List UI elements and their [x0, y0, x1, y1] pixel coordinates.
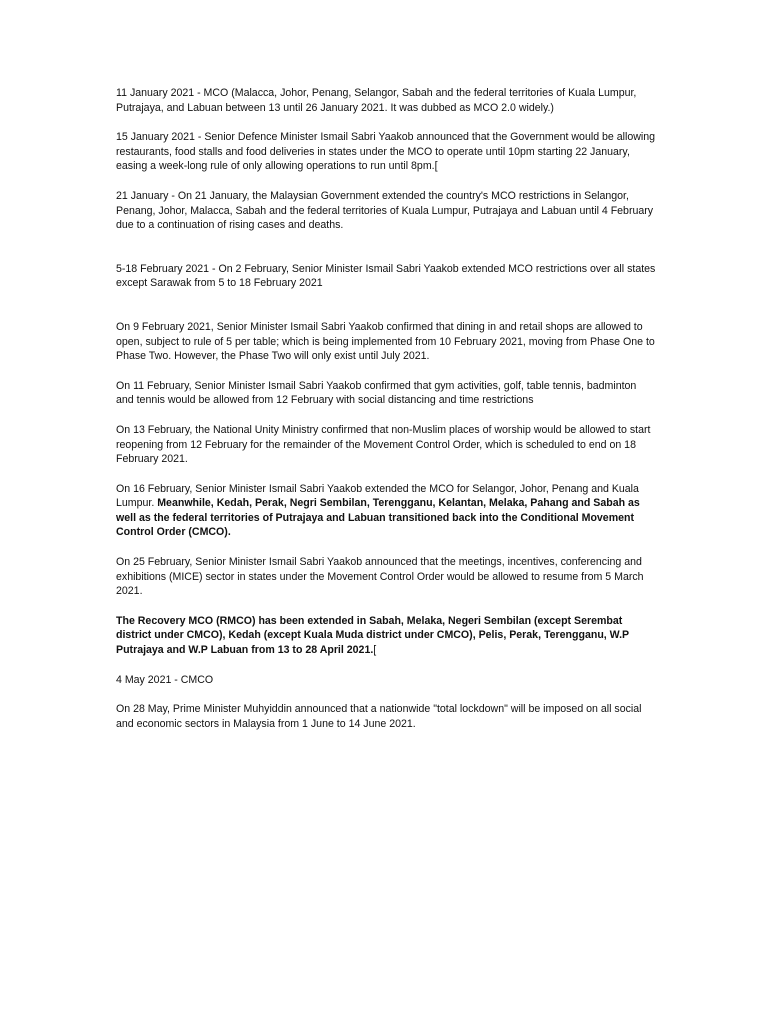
- paragraph-text: 11 January 2021 - MCO (Malacca, Johor, Penang, Selangor, Sabah and the federal territories of Kuala Lumpur, Putrajaya, and Labuan between 13 until 26 January 2021. It was dubbed as MCO 2.0 widely.): [116, 87, 637, 114]
- paragraph-text: On 9 February 2021, Senior Minister Ismail Sabri Yaakob confirmed that dining in and retail shops are allowed to open, subject to rule of 5 per table; which is being implemented from 10 February 2021, moving from Phase One to Phase Two. However, the Phase Two will only exist until July 2021.: [116, 320, 655, 363]
- paragraph-rmco-extension: [116, 614, 656, 658]
- paragraph-28-may: [116, 702, 656, 731]
- paragraph-text: On 11 February, Senior Minister Ismail Sabri Yaakob confirmed that gym activities, golf, table tennis, badminton and tennis would be allowed from 12 February with social distancing and time restrictions: [116, 379, 637, 407]
- paragraph-9-february: [116, 320, 656, 364]
- paragraph-text: 15 January 2021 - Senior Defence Minister Ismail Sabri Yaakob announced that the Government would be allowing restaurants, food stalls and food deliveries in states under the MCO to operate until 10pm starting 22 January, easing a week-long rule of only allowing operations to run until 8pm.[: [116, 131, 656, 173]
- paragraph-11-february: [116, 379, 656, 408]
- paragraph-21-january: [116, 189, 656, 233]
- paragraph-text: [: [373, 644, 377, 657]
- document-body: [116, 86, 656, 746]
- paragraph-5-18-february: [116, 262, 656, 291]
- paragraph-text: On 16 February, Senior Minister Ismail Sabri Yaakob extended the MCO for Selangor, Johor, Penang and Kuala Lumpur.: [116, 482, 639, 510]
- paragraph-25-february: [116, 555, 656, 599]
- paragraph-16-february: [116, 482, 656, 540]
- paragraph-text: On 25 February, Senior Minister Ismail Sabri Yaakob announced that the meetings, incentives, conferencing and exhibitions (MICE) sector in states under the Movement Control Order would be allowed to resume from 5 March 2021.: [116, 556, 644, 598]
- paragraph-bold-text: The Recovery MCO (RMCO) has been extended in Sabah, Melaka, Negeri Sembilan (except Serembat district under CMCO), Kedah (except Kuala Muda district under CMCO), Pelis, Perak, Terengganu, W.P Putrajaya and W.P Labuan from 13 to 28 April 2021.: [116, 614, 629, 657]
- paragraph-15-january: [116, 130, 656, 174]
- paragraph-text: 21 January - On 21 January, the Malaysian Government extended the country's MCO restrictions in Selangor, Penang, Johor, Malacca, Sabah and the federal territories of Kuala Lumpur, Putrajaya and Labuan until 4 February due to a continuation of rising cases and deaths.: [116, 189, 654, 232]
- paragraph-text: On 28 May, Prime Minister Muhyiddin announced that a nationwide "total lockdown" will be imposed on all social and economic sectors in Malaysia from 1 June to 14 June 2021.: [116, 703, 642, 730]
- paragraph-text: On 13 February, the National Unity Ministry confirmed that non-Muslim places of worship would be allowed to start reopening from 12 February for the remainder of the Movement Control Order, which is scheduled to end on 18 February 2021.: [116, 423, 651, 466]
- paragraph-13-february: [116, 423, 656, 467]
- paragraph-4-may: [116, 673, 656, 688]
- paragraph-11-january: [116, 86, 656, 115]
- paragraph-text: 4 May 2021 - CMCO: [116, 673, 214, 686]
- paragraph-text: 5-18 February 2021 - On 2 February, Senior Minister Ismail Sabri Yaakob extended MCO restrictions over all states except Sarawak from 5 to 18 February 2021: [116, 262, 656, 290]
- paragraph-bold-text: Meanwhile, Kedah, Perak, Negri Sembilan, Terengganu, Kelantan, Melaka, Pahang and Sabah as well as the federal territories of Putrajaya and Labuan transitioned back into the Conditional Movement Control Order (CMCO).: [116, 497, 640, 539]
